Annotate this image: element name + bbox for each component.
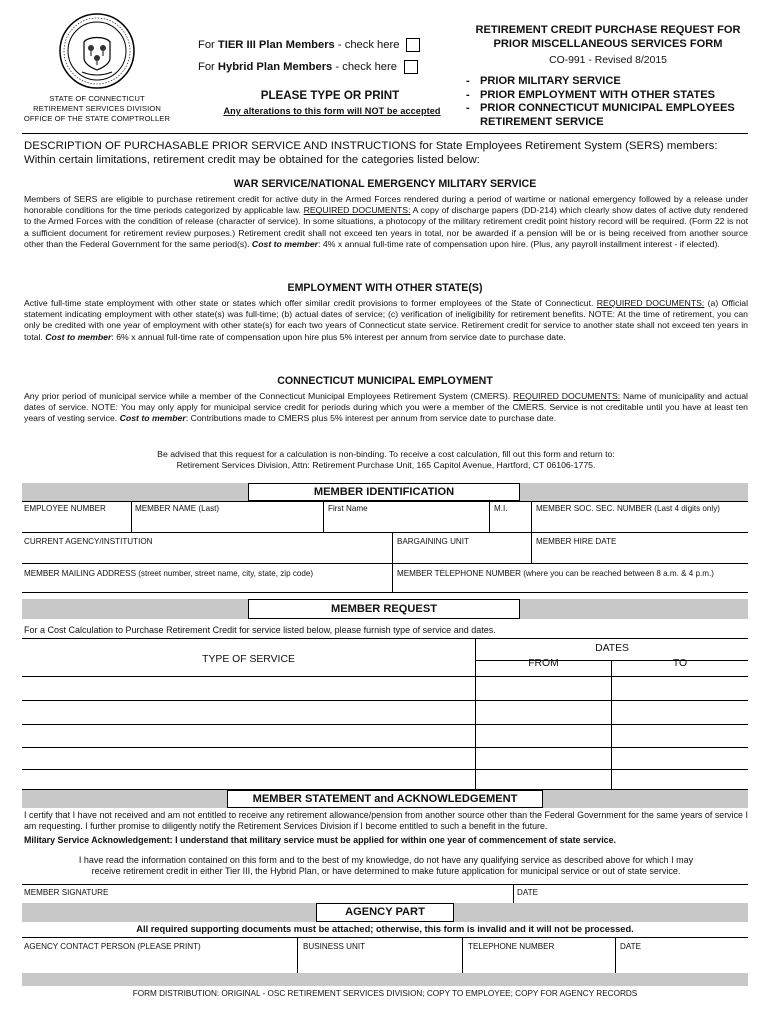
bottom-band bbox=[22, 973, 748, 986]
form-distribution: FORM DISTRIBUTION: ORIGINAL - OSC RETIREMENT SERVICES DIVISION; COPY TO EMPLOYEE; COPY FOR AGENCY RECORDS bbox=[132, 989, 638, 998]
war-service-paragraph: Members of SERS are eligible to purchase retirement credit for active duty in the Armed Forces rendered during a period of wartime or national emergency followed by a release under honorable conditions for the time periods categorized by applicable law. REQUIRED DOCUMENTS: A copy of discharge papers (DD-214) which clearly show dates of active duty rendered to the Armed Forces with the condition of release (character of service). In some situations, a photocopy of the military retirement credit point history record will be required. (Form 22 is not a sufficient document for retirement review purposes.) Retirement credit shall not exceed ten years in total, nor be awarded if a pension will be or is being received from another source other than the Federal Government for the same period(s). Cost to member: 4% x annual full-time rate of compensation upon hire. (Plus, any payroll installment interest - if elected). bbox=[24, 194, 748, 249]
hire-date-label: MEMBER HIRE DATE bbox=[536, 537, 617, 546]
member-request-title: MEMBER REQUEST bbox=[248, 599, 520, 619]
municipal-paragraph: Any prior period of municipal service while a member of the Connecticut Municipal Employees Retirement System (CMERS). REQUIRED DOCUMENTS: Name of municipality and actual dates of service. NOTE: You may only apply for municipal service credit for periods during which you were a member of the CMERS. Service is not creditable until you have at least ten years of vesting service. Cost to member: Contributions made to CMERS plus 5% interest per annum from service date to purchase date. bbox=[24, 391, 748, 424]
business-unit-label: BUSINESS UNIT bbox=[303, 942, 366, 951]
advisory-notice bbox=[24, 449, 748, 472]
form-title-line-1: RETIREMENT CREDIT PURCHASE REQUEST FOR bbox=[475, 24, 741, 36]
alterations-notice: Any alterations to this form will NOT be accepted bbox=[223, 106, 441, 116]
description-line-2: Within certain limitations, retirement credit may be obtained for the categories listed below: bbox=[24, 153, 480, 166]
form-title-line-2: PRIOR MISCELLANEOUS SERVICES FORM bbox=[493, 37, 723, 50]
service-dates-table bbox=[22, 638, 748, 790]
agency-part-title: AGENCY PART bbox=[316, 903, 454, 922]
service-categories bbox=[466, 75, 735, 129]
first-name-label: First Name bbox=[328, 504, 368, 513]
agency-contact-label: AGENCY CONTACT PERSON (PLEASE PRINT) bbox=[24, 942, 201, 951]
member-identification-title: MEMBER IDENTIFICATION bbox=[248, 483, 520, 501]
dates-header: DATES bbox=[595, 643, 629, 654]
signature-date-field[interactable] bbox=[542, 885, 748, 902]
tier3-option bbox=[198, 38, 420, 52]
advisory-line-2: Retirement Services Division, Attn: Retirement Purchase Unit, 165 Capitol Avenue, Hartford, CT 06106-1775. bbox=[176, 460, 596, 471]
member-request-band bbox=[22, 599, 748, 619]
mailing-address-label: MEMBER MAILING ADDRESS (street number, street name, city, state, zip code) bbox=[24, 569, 314, 578]
service-type-input-1[interactable] bbox=[22, 677, 475, 699]
telephone-label: MEMBER TELEPHONE NUMBER (where you can be reached between 8 a.m. & 4 p.m.) bbox=[397, 569, 714, 578]
category-item: - PRIOR CONNECTICUT MUNICIPAL EMPLOYEES bbox=[466, 102, 735, 114]
state-seal-logo bbox=[58, 12, 136, 90]
category-item: - PRIOR EMPLOYMENT WITH OTHER STATES bbox=[466, 88, 716, 101]
agency-line-3: OFFICE OF THE STATE COMPTROLLER bbox=[23, 114, 171, 123]
header-divider bbox=[22, 133, 748, 134]
hybrid-checkbox[interactable] bbox=[404, 60, 418, 74]
service-type-input-4[interactable] bbox=[22, 748, 475, 768]
tier3-checkbox[interactable] bbox=[406, 38, 420, 52]
supporting-documents-notice: All required supporting documents must be attached; otherwise, this form is invalid and it will not be processed. bbox=[136, 924, 634, 934]
agency-part-band bbox=[22, 903, 748, 922]
member-identification-band bbox=[22, 483, 748, 501]
agency-name bbox=[22, 94, 172, 124]
member-statement-title: MEMBER STATEMENT and ACKNOWLEDGEMENT bbox=[227, 790, 543, 808]
agency-line-2: RETIREMENT SERVICES DIVISION bbox=[33, 104, 161, 113]
form-number: CO-991 - Revised 8/2015 bbox=[549, 55, 667, 66]
hybrid-option bbox=[198, 60, 418, 74]
bargaining-unit-label: BARGAINING UNIT bbox=[397, 537, 469, 546]
description-line-1: DESCRIPTION OF PURCHASABLE PRIOR SERVICE AND INSTRUCTIONS for State Employees Retirement System (SERS) members: bbox=[24, 140, 718, 152]
member-last-name-label: MEMBER NAME (Last) bbox=[135, 504, 220, 513]
signature-date-label: DATE bbox=[517, 888, 538, 897]
war-service-heading: WAR SERVICE/NATIONAL EMERGENCY MILITARY SERVICE bbox=[233, 178, 537, 190]
middle-initial-label: M.I. bbox=[494, 504, 508, 513]
service-type-input-2[interactable] bbox=[22, 701, 475, 723]
type-or-print-notice: PLEASE TYPE OR PRINT bbox=[260, 89, 400, 102]
from-header: FROM bbox=[528, 658, 559, 669]
other-states-heading: EMPLOYMENT WITH OTHER STATE(S) bbox=[287, 282, 483, 294]
member-signature-label: MEMBER SIGNATURE bbox=[24, 888, 109, 897]
employee-number-label: EMPLOYEE NUMBER bbox=[24, 504, 106, 513]
signature-row bbox=[22, 884, 748, 903]
tier3-label: For TIER III Plan Members - check here bbox=[198, 39, 400, 51]
service-type-input-3[interactable] bbox=[22, 725, 475, 746]
member-statement-band bbox=[22, 790, 748, 808]
member-identification-grid bbox=[22, 501, 748, 593]
municipal-heading: CONNECTICUT MUNICIPAL EMPLOYMENT bbox=[277, 375, 493, 387]
type-of-service-header: TYPE OF SERVICE bbox=[202, 654, 295, 665]
agency-line-1: STATE OF CONNECTICUT bbox=[49, 94, 145, 103]
category-item: RETIREMENT SERVICE bbox=[480, 115, 604, 128]
to-header: TO bbox=[672, 658, 688, 669]
military-acknowledgement: Military Service Acknowledgement: I understand that military service must be applied for within one year of commencement of state service. bbox=[24, 835, 617, 845]
description bbox=[24, 140, 748, 167]
certification-text: I certify that I have not received and am not entitled to receive any retirement allowance/pension from another source other than the Federal Government for the same years of service I am requesting. I further promise to diligently notify the Retirement Services Division if I become entitled to such a benefit in the future. bbox=[24, 810, 748, 832]
read-line-1: I have read the information contained on this form and to the best of my knowledge, do not have any qualifying service as described above for which I may bbox=[78, 855, 694, 865]
agency-contact-grid bbox=[22, 937, 748, 973]
other-states-paragraph: Active full-time state employment with other state or states which offer similar credit provisions to former employees of the State of Connecticut. REQUIRED DOCUMENTS: (a) Official statement indicating employment with other state(s) was full-time; (b) actual dates of service; (c) verification of ineligibility for retirement benefits. NOTE: At the time of retirement, you can only be credited with one year of employment with other state(s) for each two years of Connecticut state service. Retirement credit for service to another state shall not exceed ten years in total. Cost to member: 6% x annual full-time rate of compensation upon hire plus 5% interest per annum from service date to purchase date. bbox=[24, 298, 749, 342]
advisory-line-1: Be advised that this request for a calculation is non-binding. To receive a cost calculation, fill out this form and return to: bbox=[157, 449, 615, 459]
agency-telephone-label: TELEPHONE NUMBER bbox=[468, 942, 555, 951]
form-title bbox=[458, 24, 758, 51]
ssn-label: MEMBER SOC. SEC. NUMBER (Last 4 digits only) bbox=[536, 504, 720, 513]
agency-institution-label: CURRENT AGENCY/INSTITUTION bbox=[24, 537, 153, 546]
member-request-instruction: For a Cost Calculation to Purchase Retirement Credit for service listed below, please furnish type of service and dates. bbox=[24, 625, 496, 635]
read-confirmation bbox=[24, 855, 748, 878]
service-type-input-5[interactable] bbox=[22, 770, 475, 788]
member-signature-field[interactable] bbox=[102, 885, 510, 902]
category-item: - PRIOR MILITARY SERVICE bbox=[466, 75, 621, 87]
agency-date-label: DATE bbox=[620, 942, 641, 951]
hybrid-label: For Hybrid Plan Members - check here bbox=[198, 61, 397, 73]
read-line-2: receive retirement credit in either Tier III, the Hybrid Plan, or have determined to make future application for municipal service or out of state service. bbox=[91, 866, 681, 877]
